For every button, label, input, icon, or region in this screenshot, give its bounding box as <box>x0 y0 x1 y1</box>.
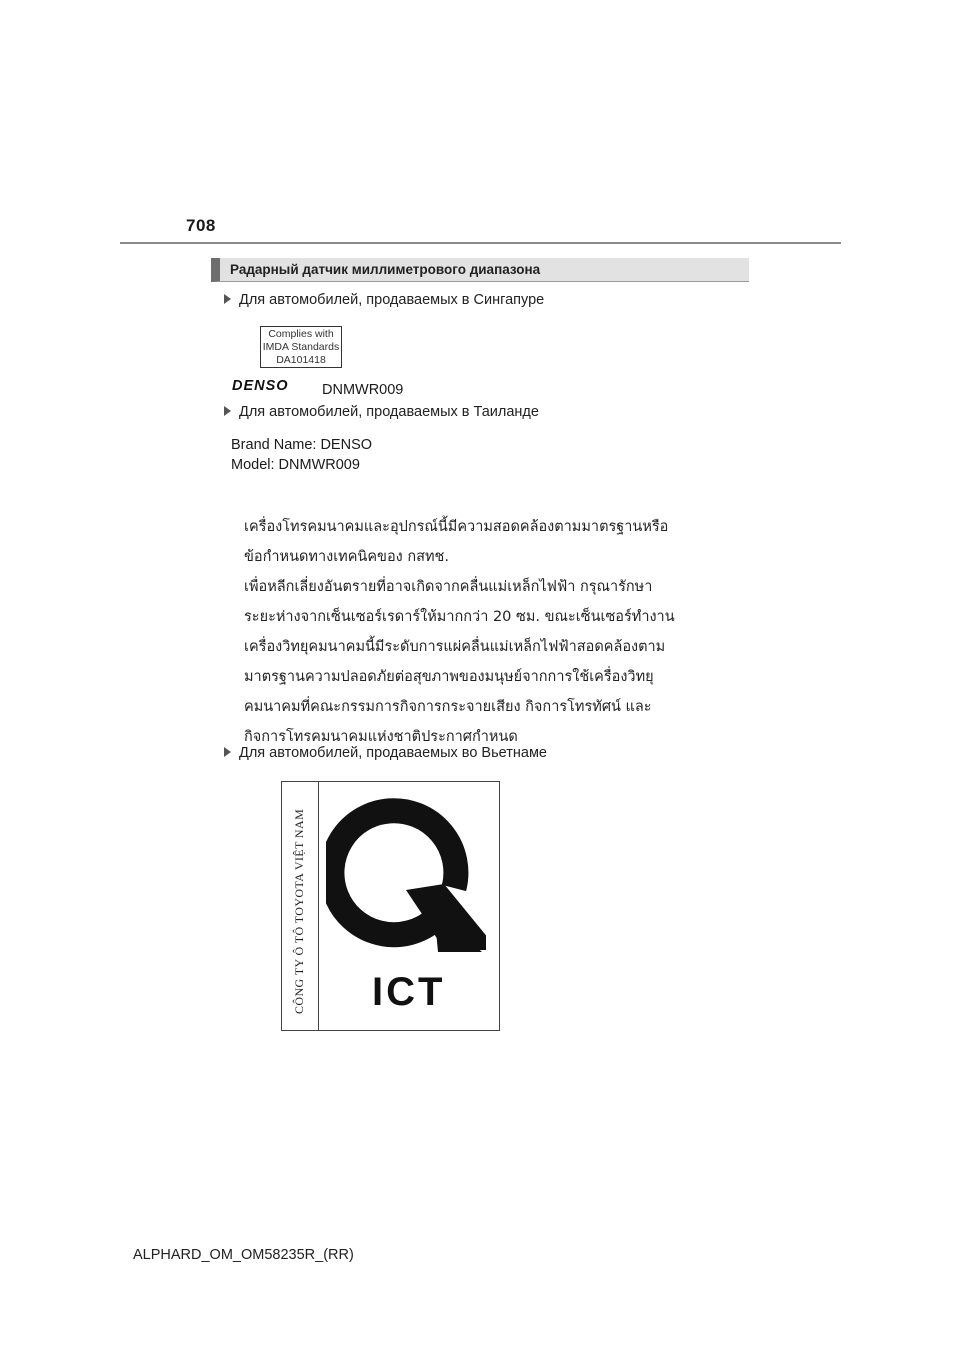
ict-company-name: CÔNG TY Ô TÔ TOYOTA VIỆT NAM <box>292 808 306 1014</box>
bullet-arrow-icon <box>224 406 231 416</box>
thai-line: ข้อกำหนดทางเทคนิคของ กสทช. <box>244 549 449 565</box>
imda-compliance-label <box>260 326 342 368</box>
thai-line: คมนาคมที่คณะกรรมการกิจการกระจายเสียง กิจการโทรทัศน์ และ <box>244 699 652 715</box>
thai-line: ระยะห่างจากเซ็นเซอร์เรดาร์ให้มากกว่า 20 ซม. ขณะเซ็นเซอร์ทำงาน <box>244 609 675 625</box>
thai-line: เครื่องโทรคมนาคมและอุปกรณ์นี้มีความสอดคล้องตามมาตรฐานหรือ <box>244 519 669 535</box>
thai-line: เพื่อหลีกเลี่ยงอันตรายที่อาจเกิดจากคลื่นแม่เหล็กไฟฟ้า กรุณารักษา <box>244 579 653 595</box>
section-header <box>211 258 749 282</box>
thai-line: เครื่องวิทยุคมนาคมนี้มีระดับการแผ่คลื่นแม่เหล็กไฟฟ้าสอดคล้องตาม <box>244 639 666 655</box>
page-number: 708 <box>186 216 216 235</box>
bullet-vietnam-text: Для автомобилей, продаваемых во Вьетнаме <box>239 745 547 761</box>
denso-logo: DENSO <box>232 378 289 394</box>
bullet-arrow-icon <box>224 294 231 304</box>
bullet-singapore <box>224 292 544 308</box>
section-title: Радарный датчик миллиметрового диапазона <box>230 262 541 277</box>
bullet-thailand <box>224 404 539 420</box>
bullet-thailand-text: Для автомобилей, продаваемых в Таиланде <box>239 404 539 420</box>
bullet-singapore-text: Для автомобилей, продаваемых в Сингапуре <box>239 292 545 308</box>
imda-line-1: Complies with <box>268 328 334 340</box>
thai-certification-text <box>244 512 714 752</box>
model-name: Model: DNMWR009 <box>231 457 360 473</box>
bullet-arrow-icon <box>224 747 231 757</box>
brand-name: Brand Name: DENSO <box>231 437 373 453</box>
denso-model-number: DNMWR009 <box>322 382 404 398</box>
imda-line-2: IMDA Standards <box>262 341 340 353</box>
ict-label: ICT <box>372 970 446 1014</box>
ict-logo-icon <box>326 792 486 962</box>
imda-line-3: DA101418 <box>276 354 326 366</box>
header-rule <box>120 242 841 244</box>
page-footer: ALPHARD_OM_OM58235R_(RR) <box>133 1247 354 1263</box>
ict-divider <box>318 782 319 1030</box>
thai-line: มาตรฐานความปลอดภัยต่อสุขภาพของมนุษย์จากการใช้เครื่องวิทยุ <box>244 669 654 685</box>
bullet-vietnam <box>224 745 547 761</box>
thai-line: กิจการโทรคมนาคมแห่งชาติประกาศกำหนด <box>244 729 518 745</box>
ict-certification-label <box>281 781 500 1031</box>
